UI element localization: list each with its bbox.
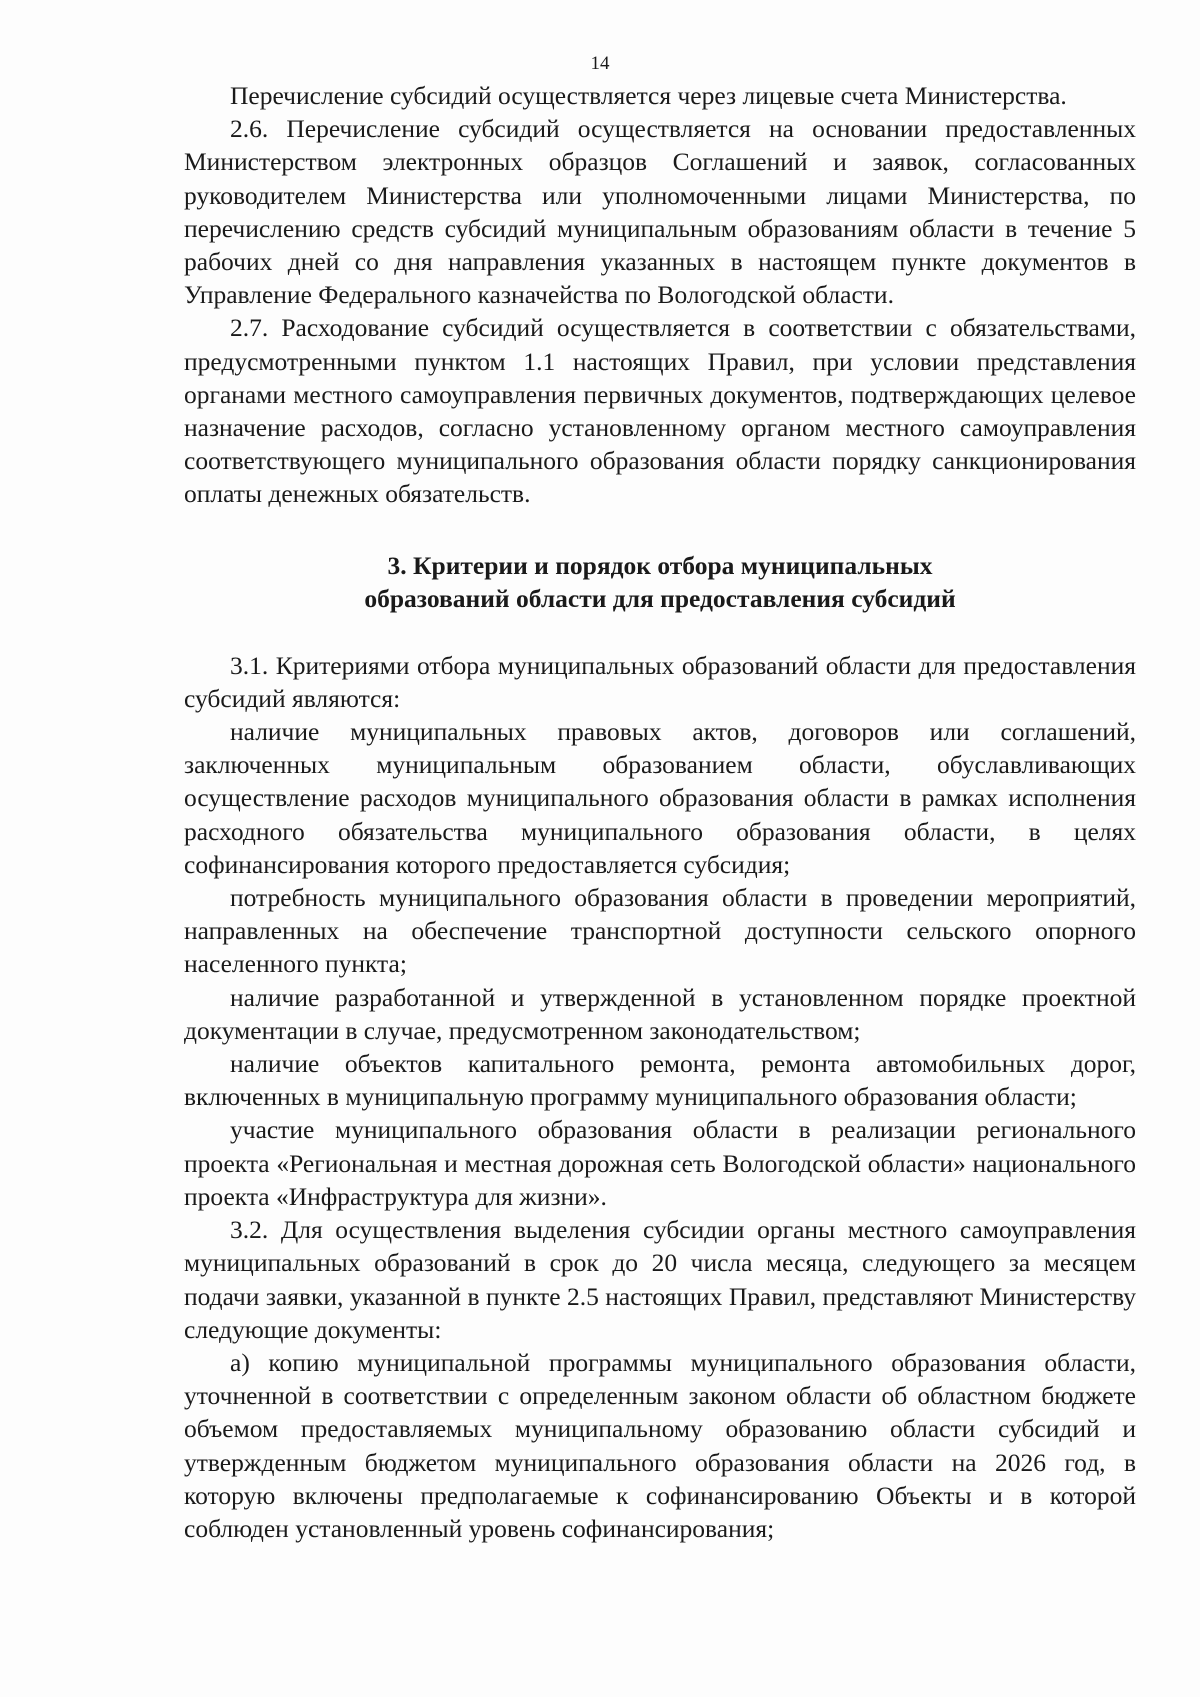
paragraph: участие муниципального образования области в реализации регионального проекта «Региональная и местная дорожная сеть Вологодской области» национального проекта «Инфраструктура для жизни». [184,1115,1136,1211]
page-number: 14 [590,53,610,74]
paragraph: наличие муниципальных правовых актов, договоров или соглашений, заключенных муниципальным образованием области, обуславливающих осуществление расходов муниципального образования области в рамках исполнения расходного обязательства муниципального образования области, в целях софинансирования которого предоставляется субсидия; [184,717,1136,879]
paragraph: 3.1. Критериями отбора муниципальных образований области для предоставления субсидий являются: [184,650,1136,713]
section-heading-line: 3. Критерии и порядок отбора муниципальных [387,550,933,580]
section-heading-line: образований области для предоставления субсидий [364,583,956,613]
paragraph: а) копию муниципальной программы муниципального образования области, уточненной в соответствии с определенным законом области об областном бюджете объемом предоставляемых муниципальному образованию области субсидий и утвержденным бюджетом муниципального образования области на 2026 год, в которую включены предполагаемые к софинансированию Объекты и в которой соблюден установленный уровень софинансирования; [184,1347,1136,1543]
paragraph: потребность муниципального образования области в проведении мероприятий, направленных на обеспечение транспортной доступности сельского опорного населенного пункта; [184,883,1136,979]
document-body [184,79,1136,1545]
paragraph: 2.6. Перечисление субсидий осуществляется на основании предоставленных Министерством электронных образцов Соглашений и заявок, согласованных руководителем Министерства или уполномоченными лицами Министерства, по перечислению средств субсидий муниципальным образованиям области в течение 5 рабочих дней со дня направления указанных в настоящем пункте документов в Управление Федерального казначейства по Вологодской области. [184,114,1136,310]
paragraph: 3.2. Для осуществления выделения субсидии органы местного самоуправления муниципальных образований в срок до 20 числа месяца, следующего за месяцем подачи заявки, указанной в пункте 2.5 настоящих Правил, представляют Министерству следующие документы: [184,1215,1136,1344]
section-heading [184,549,1136,615]
paragraphs-before-heading [184,79,1136,511]
paragraph: наличие разработанной и утвержденной в установленном порядке проектной документации в случае, предусмотренном законодательством; [184,982,1136,1045]
paragraph: 2.7. Расходование субсидий осуществляется в соответствии с обязательствами, предусмотренными пунктом 1.1 настоящих Правил, при условии представления органами местного самоуправления первичных документов, подтверждающих целевое назначение расходов, согласно установленному органом местного самоуправления соответствующего муниципального образования области порядку санкционирования оплаты денежных обязательств. [184,313,1136,509]
paragraph: Перечисление субсидий осуществляется через лицевые счета Министерства. [230,81,1067,110]
paragraphs-after-heading [184,649,1136,1545]
paragraph: наличие объектов капитального ремонта, ремонта автомобильных дорог, включенных в муниципальную программу муниципального образования области; [184,1049,1136,1112]
